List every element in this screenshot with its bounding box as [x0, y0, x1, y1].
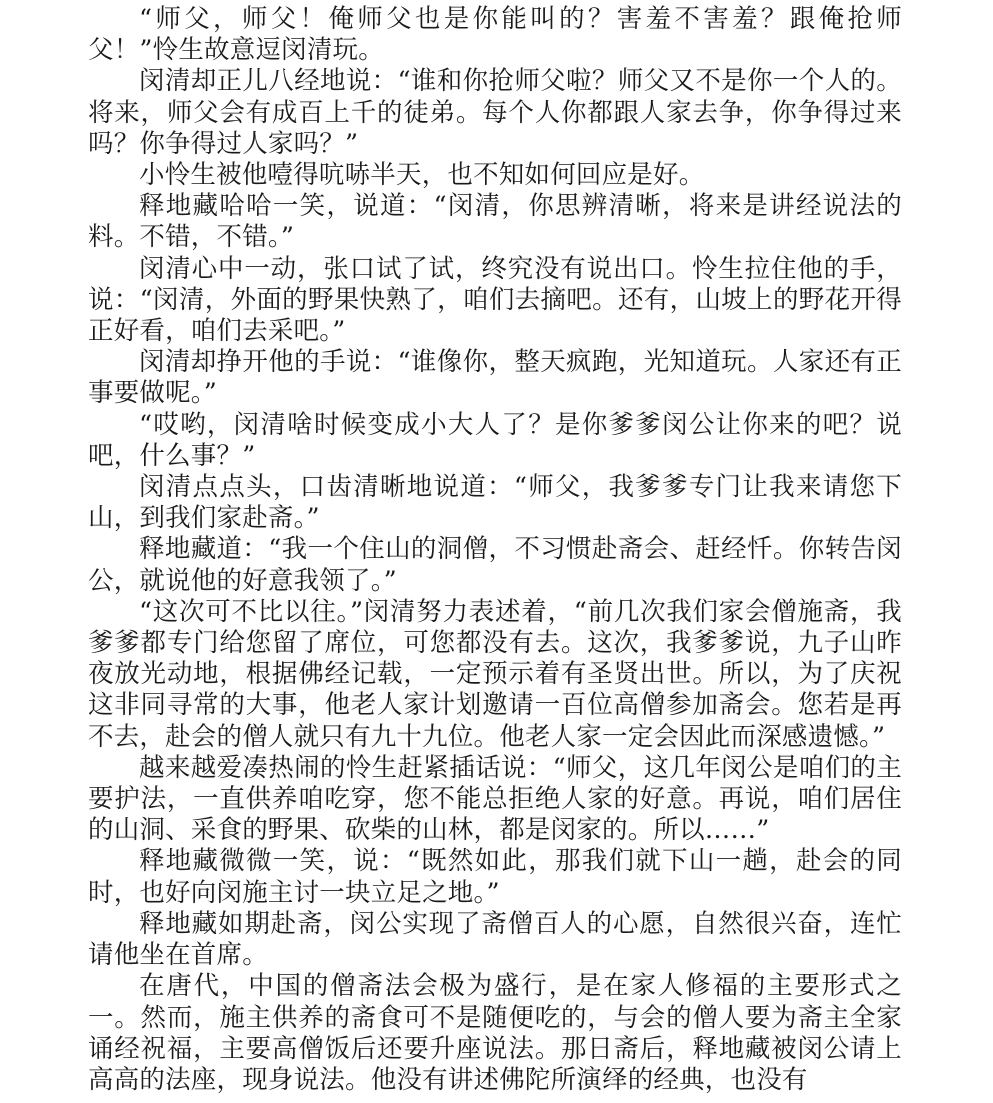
paragraph-5: 闵清心中一动，张口试了试，终究没有说出口。怜生拉住他的手，说：“闵清，外面的野果快熟了，咱们去摘吧。还有，山坡上的野花开得正好看，咱们去采吧。”: [88, 253, 902, 347]
paragraph-11: 越来越爱凑热闹的怜生赶紧插话说：“师父，这几年闵公是咱们的主要护法，一直供养咱吃穿，您不能总拒绝人家的好意。再说，咱们居住的山洞、采食的野果、砍柴的山林，都是闵家的。所以……”: [88, 752, 902, 846]
paragraph-7: “哎哟，闵清啥时候变成小大人了？是你爹爹闵公让你来的吧？说吧，什么事？”: [88, 409, 902, 471]
paragraph-3: 小怜生被他噎得吭哧半天，也不知如何回应是好。: [139, 160, 705, 191]
paragraph-10: “这次可不比以往。”闵清努力表述着，“前几次我们家会僧施斋，我爹爹都专门给您留了席位，可您都没有去。这次，我爹爹说，九子山昨夜放光动地，根据佛经记载，一定预示着有圣贤出世。所以，为了庆祝这非同寻常的大事，他老人家计划邀请一百位高僧参加斋会。您若是再不去，赴会的僧人就只有九十九位。他老人家一定会因此而深感遗憾。”: [88, 596, 902, 752]
paragraph-4: 释地藏哈哈一笑，说道：“闵清，你思辨清晰，将来是讲经说法的料。不错，不错。”: [88, 191, 902, 253]
paragraph-6: 闵清却挣开他的手说：“谁像你，整天疯跑，光知道玩。人家还有正事要做呢。”: [88, 347, 902, 409]
paragraph-12: 释地藏微微一笑，说：“既然如此，那我们就下山一趟，赴会的同时，也好向闵施主讨一块立足之地。”: [88, 846, 902, 908]
paragraph-13: 释地藏如期赴斋，闵公实现了斋僧百人的心愿，自然很兴奋，连忙请他坐在首席。: [88, 908, 902, 971]
paragraph-9: 释地藏道：“我一个住山的洞僧，不习惯赴斋会、赶经忏。你转告闵公，就说他的好意我领了。”: [88, 534, 902, 596]
body-text: [88, 4, 902, 1096]
paragraph-14: 在唐代，中国的僧斋法会极为盛行，是在家人修福的主要形式之一。然而，施主供养的斋食可不是随便吃的，与会的僧人要为斋主全家诵经祝福，主要高僧饭后还要升座说法。那日斋后，释地藏被闵公请上高高的法座，现身说法。他没有讲述佛陀所演绎的经典，也没有: [88, 971, 902, 1095]
paragraph-1: “师父，师父！俺师父也是你能叫的？害羞不害羞？跟俺抢师父！”怜生故意逗闵清玩。: [88, 4, 902, 66]
paragraph-2: 闵清却正儿八经地说：“谁和你抢师父啦？师父又不是你一个人的。将来，师父会有成百上千的徒弟。每个人你都跟人家去争，你争得过来吗？你争得过人家吗？”: [88, 66, 902, 159]
paragraph-8: 闵清点点头，口齿清晰地说道：“师父，我爹爹专门让我来请您下山，到我们家赴斋。”: [88, 472, 902, 534]
